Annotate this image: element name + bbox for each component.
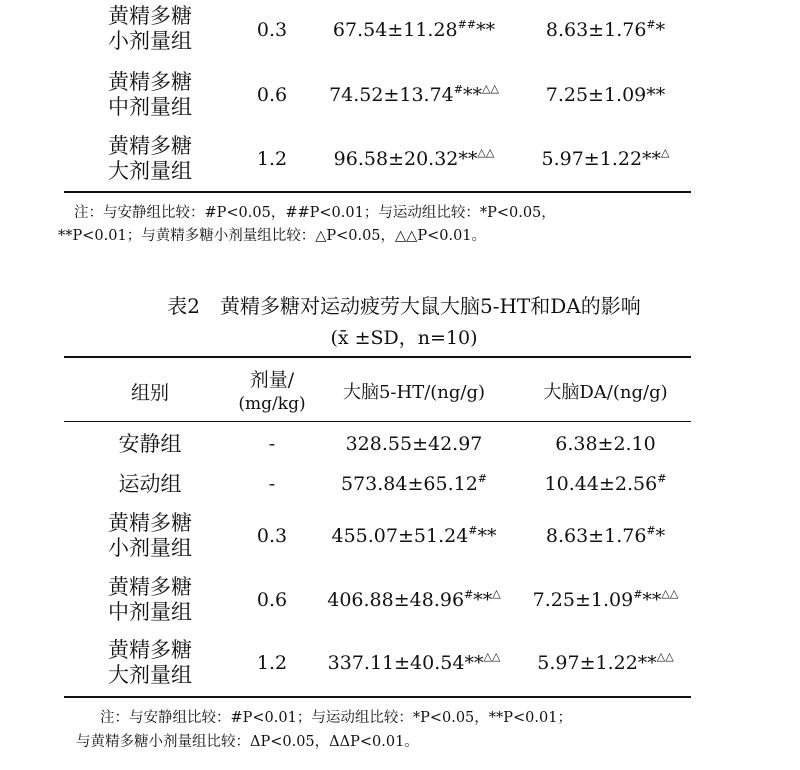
sig-mark: ** bbox=[476, 19, 496, 41]
value: 455.07±51.24 bbox=[331, 525, 469, 547]
value: 6.38±2.10 bbox=[555, 433, 656, 455]
table-top-rule bbox=[64, 356, 691, 358]
sig-mark: # bbox=[464, 588, 474, 601]
group-name-line2: 大剂量组 bbox=[108, 159, 192, 183]
table-row bbox=[64, 472, 236, 497]
header-dose-line2: (mg/kg) bbox=[238, 394, 306, 414]
header-dose bbox=[236, 368, 308, 416]
sig-mark: # bbox=[453, 83, 463, 96]
value-cell bbox=[308, 473, 520, 495]
group-name-line1: 黄精多糖 bbox=[108, 575, 192, 599]
sig-mark: * bbox=[655, 525, 666, 547]
sig-mark: ** bbox=[463, 84, 482, 106]
table-row bbox=[64, 70, 236, 120]
sig-mark: ** bbox=[473, 589, 493, 611]
value: 328.55±42.97 bbox=[345, 433, 483, 455]
value-cell bbox=[308, 589, 520, 611]
sig-mark: △△ bbox=[482, 82, 499, 95]
group-name-line1: 黄精多糖 bbox=[108, 511, 192, 535]
value: 5.97±1.22 bbox=[541, 148, 643, 170]
table-bottom-rule bbox=[64, 696, 691, 698]
dose-cell: 0.3 bbox=[256, 525, 288, 547]
value-cell bbox=[308, 433, 520, 455]
header-group: 组别 bbox=[130, 382, 169, 404]
dose-cell: 1.2 bbox=[256, 148, 288, 170]
sig-mark: △△ bbox=[477, 146, 495, 159]
table-row bbox=[64, 638, 236, 688]
table-note-line1: 注：与安静组比较：#P<0.05，##P<0.01；与运动组比较：*P<0.05， bbox=[74, 205, 556, 221]
sig-mark: # bbox=[477, 472, 487, 485]
dose-cell: 1.2 bbox=[256, 652, 288, 674]
sig-mark: △△ bbox=[483, 650, 501, 663]
value-cell bbox=[308, 148, 520, 170]
value: 7.25±1.09 bbox=[532, 589, 634, 611]
value-cell bbox=[520, 84, 691, 106]
sig-mark: ** bbox=[458, 148, 478, 170]
sig-mark: △△ bbox=[661, 587, 679, 600]
sig-mark: # bbox=[646, 18, 656, 31]
sig-mark: △△ bbox=[656, 650, 674, 663]
value: 406.88±48.96 bbox=[327, 589, 465, 611]
header-da: 大脑DA/(ng/g) bbox=[543, 382, 668, 403]
value: 337.11±40.54 bbox=[327, 652, 465, 674]
value-cell bbox=[520, 473, 691, 495]
value-cell bbox=[308, 652, 520, 674]
table-note-line2: 与黄精多糖小剂量组比较：ΔP<0.05，ΔΔP<0.01。 bbox=[76, 734, 419, 750]
table-subtitle: (x̄ ±SD，n=10) bbox=[330, 327, 478, 349]
value: 5.97±1.22 bbox=[537, 652, 638, 674]
group-name-line2: 小剂量组 bbox=[108, 536, 192, 560]
value: 7.25±1.09 bbox=[545, 84, 647, 106]
group-name-line2: 小剂量组 bbox=[108, 29, 192, 53]
sig-mark: # bbox=[657, 472, 667, 485]
value-cell bbox=[520, 589, 691, 611]
group-name-line1: 黄精多糖 bbox=[108, 638, 192, 662]
group-name-line2: 大剂量组 bbox=[108, 663, 192, 687]
value: 8.63±1.76 bbox=[545, 19, 647, 41]
value: 74.52±13.74 bbox=[329, 84, 454, 106]
sig-mark: ** bbox=[642, 589, 662, 611]
dose-cell: - bbox=[268, 473, 276, 495]
value-cell bbox=[308, 84, 520, 106]
table-title: 表2 黄精多糖对运动疲劳大鼠大脑5-HT和DA的影响 bbox=[167, 294, 641, 318]
group-name-line2: 中剂量组 bbox=[108, 600, 192, 624]
table-row bbox=[64, 511, 236, 561]
value-cell bbox=[308, 19, 520, 41]
value: 96.58±20.32 bbox=[333, 148, 459, 170]
table-bottom-rule bbox=[64, 191, 691, 193]
sig-mark: ** bbox=[477, 525, 497, 547]
sig-mark: ## bbox=[457, 18, 477, 31]
sig-mark: # bbox=[633, 588, 643, 601]
value-cell bbox=[520, 148, 691, 170]
sig-mark: # bbox=[646, 524, 656, 537]
dose-cell: 0.6 bbox=[256, 84, 288, 106]
dose-cell: 0.3 bbox=[256, 19, 288, 41]
dose-cell: 0.6 bbox=[256, 589, 288, 611]
sig-mark: ** bbox=[464, 652, 484, 674]
header-5ht: 大脑5-HT/(ng/g) bbox=[342, 382, 486, 403]
group-name-line1: 黄精多糖 bbox=[108, 70, 192, 94]
table-note-line2: **P<0.01；与黄精多糖小剂量组比较：△P<0.05，△△P<0.01。 bbox=[58, 228, 487, 244]
sig-mark: ** bbox=[642, 148, 662, 170]
value-cell bbox=[520, 652, 691, 674]
group-name-line1: 安静组 bbox=[118, 432, 182, 456]
table-row bbox=[64, 134, 236, 184]
group-name-line1: 运动组 bbox=[118, 472, 182, 496]
group-name-line1: 黄精多糖 bbox=[108, 4, 192, 28]
value: 10.44±2.56 bbox=[544, 473, 658, 495]
value: 67.54±11.28 bbox=[332, 19, 458, 41]
value-cell bbox=[520, 433, 691, 455]
value: 573.84±65.12 bbox=[340, 473, 478, 495]
value-cell bbox=[308, 525, 520, 547]
sig-mark: ** bbox=[646, 84, 666, 106]
header-dose-line1: 剂量/ bbox=[249, 369, 295, 391]
sig-mark: △ bbox=[492, 587, 501, 600]
value-cell bbox=[520, 19, 691, 41]
sig-mark: # bbox=[468, 524, 478, 537]
header-rule bbox=[64, 421, 691, 422]
group-name-line2: 中剂量组 bbox=[108, 95, 192, 119]
table-row bbox=[64, 432, 236, 457]
sig-mark: ** bbox=[637, 652, 657, 674]
table-row bbox=[64, 4, 236, 54]
group-name-line1: 黄精多糖 bbox=[108, 134, 192, 158]
table-row bbox=[64, 575, 236, 625]
sig-mark: * bbox=[655, 19, 666, 41]
sig-mark: △ bbox=[661, 146, 670, 159]
table-note-line1: 注：与安静组比较：#P<0.01；与运动组比较：*P<0.05，**P<0.01； bbox=[100, 710, 572, 726]
value-cell bbox=[520, 525, 691, 547]
dose-cell: - bbox=[268, 433, 276, 455]
value: 8.63±1.76 bbox=[545, 525, 647, 547]
